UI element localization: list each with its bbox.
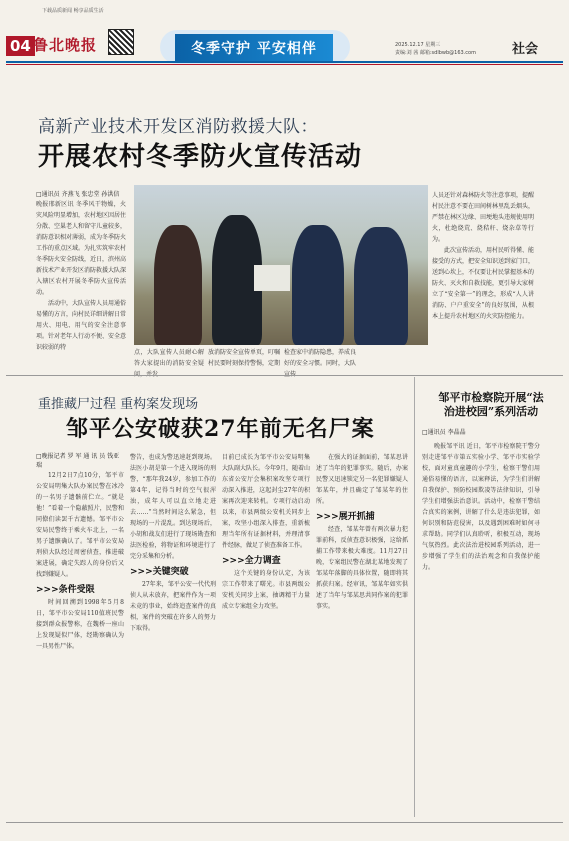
story1-column-1 [36,190,126,370]
story2-text-1: 12月2日7点10分，邹平市公安局明集大队办案民警在冰冷的一名男子遗骸前伫立。“就是他！”看着一个隐蔽照片，民警和同僚们读罢千古遗憾。邹平市公安局民警终于乘火车北上，一名男子遗骸确认了。邹平市公安局刑侦大队经过周密侦查，推进破案进展，确定失踪人的身份后又找到嫌疑人。 [36,472,124,578]
story2-text-3b: 这个关键的身份认定，为该宗工作带来了曙光。市县两级公安机关同步上案，抽调精干力量成立专案组全力攻坚。 [222,570,310,610]
story1-text-1b: 活动中，大队宣传人员用通俗易懂的方言，向村民详细讲解日常用火、用电、用气的安全注意事项。针对老年人行动不便、安全意识较弱的特 [36,300,127,351]
story1-column-5 [432,190,534,370]
story1-title: 开展农村冬季防火宣传活动 [38,142,363,172]
story2-byline: □晚报记者 罗 军 通 讯 员 钱亚瑞 [36,453,120,469]
story2-column-3 [222,452,310,820]
sidebar-title: 邹平市检察院开展“法治进校园”系列活动 [438,391,544,418]
story1-subtitle: 高新产业技术开发区消防救援大队： [38,117,318,137]
sidebar-text: 晚报邹平讯 近日，邹平市检察院干警分别走进邹平市第五实验小学、邹平市实验学校，面对童真童趣的小学生，检察干警们用通俗易懂的语言，以案释法，为学生们讲解自我保护、预防校园欺凌等法律知识，引导学生们增强法治意识。活动中，检察干警结合真实的案例，讲解了什么是违法犯罪，如何识别和防范侵害，以及遇到困难时如何寻求帮助。同学们认真聆听，积极互动，现场气氛热烈。此次法治进校园系列活动，进一步增强了学生们的法治观念和自我保护能力。 [422,443,540,571]
story2-text-3: 目前已成长为邹平市公安局明集大队副大队长。今年9月，随着山东省公安厅会集积案攻坚专项行动深入推进，这起封尘27年的积案再次迎来转机。专项行动启动以来，市县两级公安机关同步上案，攻坚小组深入排查，重新梳理当年所有证据材料，并理清事件经脉，做足了侦查准备工作。 [222,454,310,549]
story1-column-3 [208,347,280,373]
story2-subhead-4: >>>展开抓捕 [316,512,375,522]
story2-column-2 [130,452,216,820]
story2-text-1b: 时间回溯到1998年5月8日，邹平市公安局110值班民警接到群众报警称，在魏桥一座山上发现疑似尸体，经勘察确认为一具男性尸体。 [36,599,124,650]
story1-text-4: 检查家中消防隐患，养成良好的安全习惯。同时，大队 [284,349,357,367]
story2-text-4: 在强大的证据面前，邹某思讲述了当年的犯罪事实。随后，办案民警又迅速锁定另一名犯罪嫌疑人邹某年，并且确定了邹某年的住所。 [316,454,408,505]
masthead-rule [6,61,563,63]
section-label: 社会 [512,42,539,57]
masthead-rule-secondary [6,64,563,65]
story1-photo [134,185,428,345]
story1-column-4 [284,347,356,373]
story2-subhead-2: >>>关键突破 [130,567,189,577]
column-divider [414,377,415,817]
story2-subtitle: 重推藏尸过程 重构案发现场 [38,397,199,412]
page-banner: 冬季守护 平安相伴 [175,34,333,61]
story1-byline: □通讯员 齐燕飞 张忠堂 孙洪信 [36,191,120,198]
story1-text-2: 点，大队宣传人员耐心解答大家提出的消防安全疑 [134,349,204,367]
footer-rule [6,822,563,823]
story2-text-2b: 27年来，邹平公安一代代刑侦人从未放弃，把案件作为一项未竟的事业，始终追查案件的真相，案件的突破在许多人的努力下取得。 [130,581,216,632]
story2-text-4b: 经查，邹某年曾有两次暴力犯罪前科，反侦查意识极强，这给抓捕工作带来极大难度。11月27日晚，专案组民警在湖北某地发现了邹某年落脚的具体位置，随即将其抓获归案。经审讯，邹某年如实供述了当年与邹某思共同作案的犯罪事实。 [316,526,408,610]
story2-subhead-3: >>>全力调查 [222,556,281,566]
story2-title: 邹平公安破获27年前无名尸案 [66,416,375,442]
dateline [395,41,476,57]
photo-flyer [254,265,290,291]
story2-text-2: 警告，也成为警迅速赶到现场。法医小胡是第一个进入现场的刑警，“那年我24岁，参加工作的第4年，记得当时的空气很浑浊，成年人可以直立地走进去……”当然时间这么紧急，但现场的一片混乱。到达现场后，小胡和战友们进行了现场勘查和法医检验，将物证和环境进行了完分采集和分析。 [130,454,216,560]
editor-text: 责编:刘 茜 邮箱:sdlbwb@163.com [395,50,476,56]
photo-person [154,225,202,345]
photo-person [292,225,344,345]
story2-subhead-1: >>>条件受限 [36,585,95,595]
masthead-tagline [42,7,104,15]
date-text: 2025.12.17 星期三 [395,42,441,48]
tagline-text: 下载品质新闻 畅享品质生活 [42,8,104,14]
story-divider [6,375,563,376]
sidebar-byline: □通讯员 李晶晶 [422,429,466,436]
story1-text-5b: 此次宣传活动，用村民听得懂、能接受的方式，把安全知识送到家门口，送到心坎上，不仅要让村民掌握基本的防火、灭火和自救技能，更引导大家树立了“安全第一”的理念，形成“人人讲消防、户户重安全”的良好氛围，从根本上提升农村地区的火灾防控能力。 [432,247,535,320]
sidebar-column [422,428,540,820]
story1-text-1: 晚报邢新区讯 冬季风干物燥，火灾风险明显增加，农村地区因居住分散、空巢老人和留守儿童较多，消防意识相对薄弱，成为冬季防火工作的重点区域。为扎实筑牢农村冬季防火安全防线，近日，滨州高新技术产业开发区消防救援大队深入辖区农村开展冬季防火宣传活动。 [36,201,127,296]
story2-column-4 [316,452,408,820]
story1-text-5a: 人员还针对森林防火等注意事项，提醒村民注意不要在田间树林里乱丢烟头，严禁在林区边缘、田埂地头违规使用明火，杜绝烧荒、烧秸秆、烧杂草等行为。 [432,192,535,243]
qr-code-icon [108,29,134,55]
story1-column-2 [134,347,204,373]
page-number: 04 [6,36,35,56]
newspaper-brand: 鲁北晚报 [33,36,98,54]
story2-column-1 [36,452,124,820]
photo-person [354,227,408,345]
story1-text-3: 放消防安全宣传单页，叮嘱村民要时刻保持警惕，定期 [208,349,281,367]
